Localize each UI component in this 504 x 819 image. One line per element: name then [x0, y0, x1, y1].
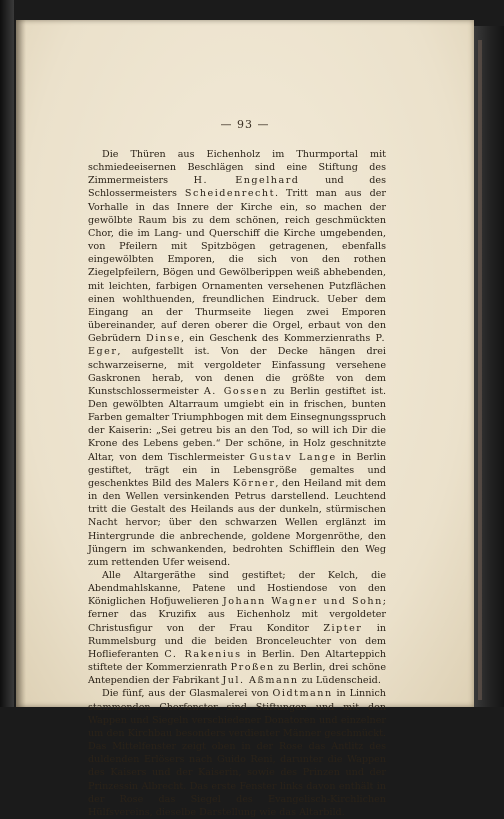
spaced-name: Oidtmann — [272, 688, 333, 700]
spaced-name: Johann Wagner und Sohn — [222, 596, 383, 608]
page-number: — 93 — — [220, 118, 270, 131]
text-run: und des Schlossermeisters — [88, 175, 386, 200]
spaced-name: Proßen — [230, 662, 275, 674]
spaced-name: Gustav Lange — [249, 451, 337, 463]
paragraph — [88, 148, 386, 569]
text-run: zu Lüdenscheid. — [298, 675, 381, 687]
book-page — [16, 20, 474, 818]
text-run: Die Thüren aus Eichenholz im Thurmportal mit schmiedeeisernen Beschlägen sind eine Stiftung des Zimmermeisters — [88, 149, 386, 187]
spaced-name: A. Gossen — [203, 385, 268, 397]
spaced-name: Dinse — [146, 333, 182, 345]
spaced-name: Jul. Aßmann — [222, 675, 299, 687]
page-body — [88, 148, 386, 819]
text-run: Alle Altargeräthe sind gestiftet; der Kelch, die Abendmahlskanne, Patene und Hostiendose von den Königlichen Hofjuwelieren — [88, 570, 386, 608]
spaced-name: H. Engelhard — [193, 175, 300, 187]
paragraph — [88, 687, 386, 819]
spaced-name: Körner — [232, 477, 276, 489]
text-run: Die fünf, aus der Glasmalerei von — [102, 688, 273, 700]
text-run: , ein Geschenk des Kommerzienraths — [181, 333, 376, 345]
spaced-name: C. Rakenius — [164, 648, 242, 660]
spaced-name: P. Eger — [88, 333, 386, 358]
text-run: zu Berlin, drei schöne Antependien der Fabrikant — [88, 662, 386, 687]
text-run: in Rummelsburg und die beiden Bronceleuchter von dem Hoflieferanten — [88, 622, 386, 660]
text-run: , den Heiland mit dem in den Wellen versinkenden Petrus darstellend. Leuchtend tritt die Gestalt des Heilands aus der dunkeln, stürmischen Nacht hervor; über den schwarzen Wellen erglänzt im Hintergrunde die anbrechende, goldene Morgenröthe, den Jüngern im schwankenden, bedrohten Schifflein den Weg zum rettenden Ufer weisend. — [88, 477, 386, 568]
text-run: in Berlin. Den Altarteppich stiftete der Kommerzienrath — [88, 648, 386, 674]
text-run: zu Berlin gestiftet ist. Den gewölbten Altarraum umgiebt ein in frischen, bunten Farben gemalter Triumphbogen mit dem Einsegnungsspruch der Kaiserin: „Sei getreu bis an den Tod, so will ich Dir die Krone des Lebens geben.“ Der schöne, in Holz geschnitzte Altar, von dem Tischlermeister — [88, 385, 386, 463]
spaced-name: Zipter — [323, 622, 363, 634]
spaced-name: Scheidenrecht — [184, 188, 275, 200]
text-run: ; ferner das Kruzifix aus Eichenholz mit vergoldeter Christusfigur von der Frau Konditor — [88, 596, 386, 634]
paragraph — [88, 569, 386, 687]
text-run: , aufgestellt ist. Von der Decke hängen drei schwarzeiserne, mit vergoldeter Einfassung versehene Gaskronen herab, von denen die größte von dem Kunstschlossermeister — [88, 346, 386, 397]
text-run: in Linnich stammenden Chorfenster sind Stiftungen und mit den Wappen und Siegeln verschiedener Donatoren und einzelner um den Kirchbau besonders verdienter Männer geschmückt. Das Mittelfenster zeigt oben in der Rose das Antlitz des duldenden Erlösers nach Guido Reni, darunter die Wappen des Kaisers und der Kaiserin, sowie des Prinzen und der Prinzessin Albrecht. Das erste Fenster links davon enthält in der Rose das Siegel des Evangelisch-Kirchlichen Hülfsvereins, dieselbe Darstellung wie das Altarbild. — [88, 688, 386, 818]
text-run: . Tritt man aus der Vorhalle in das Innere der Kirche ein, so machen der gewölbte Raum bis zu dem schönen, reich geschmückten Chor, die im Lang- und Querschiff die Kirche umgebenden, von Pfeilern mit Spitzbögen getragenen, ebenfalls eingewölbten Emporen, die sich von den rothen Ziegelpfeilern, Bögen und Gewölberippen weiß abhebenden, mit leichten, farbigen Ornamenten versehenen Putzflächen einen wohlthuenden, freundlichen Eindruck. Ueber dem Eingang an der Thurmseite liegen zwei Emporen übereinander, auf deren oberer die Orgel, erbaut von den Gebrüdern — [88, 188, 387, 345]
cover-strip — [478, 40, 482, 700]
book-left-edge — [0, 0, 14, 707]
text-run: in Berlin gestiftet, trägt ein in Lebensgröße gemaltes und geschenktes Bild des Malers — [88, 451, 386, 489]
